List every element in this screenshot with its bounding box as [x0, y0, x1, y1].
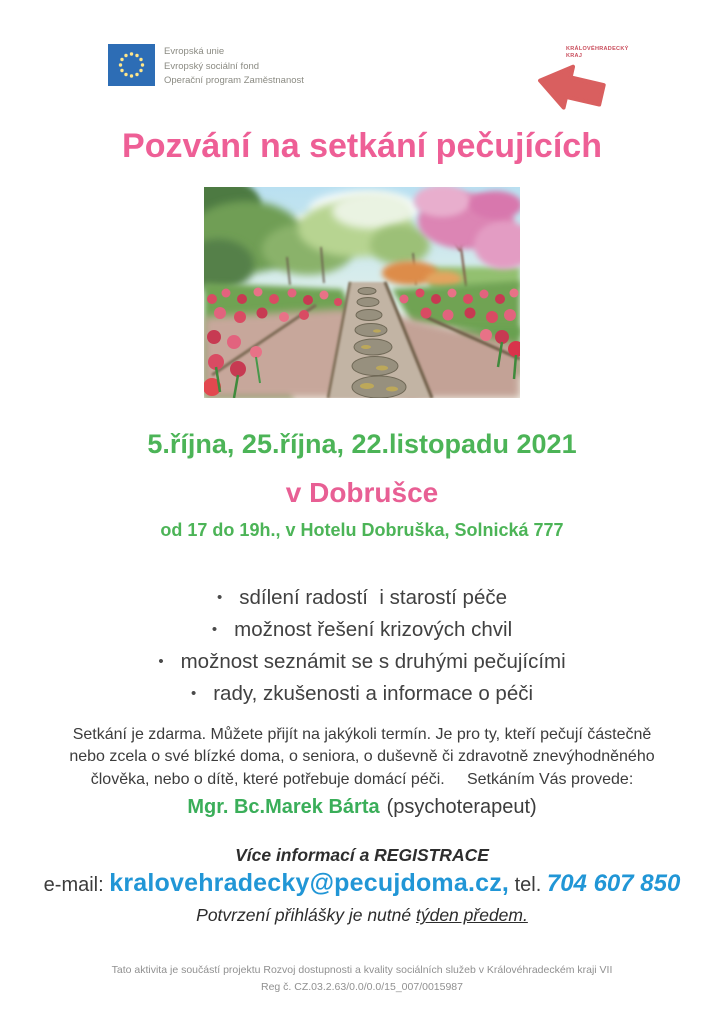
phone-number: 704 607 850: [546, 870, 681, 898]
kraj-logo-block: [536, 44, 628, 115]
tel-label: tel.: [509, 874, 547, 897]
eu-line-1: Evropská unie: [164, 46, 225, 57]
facilitator-name: Mgr. Bc.Marek Bárta: [187, 796, 380, 819]
confirmation-deadline: týden předem.: [415, 905, 528, 926]
topics-list: [0, 583, 724, 711]
bullet-icon: •: [190, 684, 197, 702]
bullet-icon: •: [216, 588, 223, 606]
garden-photo: [204, 187, 520, 398]
event-venue-address: v Hotelu Dobruška, Solnická 777: [285, 519, 564, 540]
kraj-label-line1: KRÁLOVÉHRADECKÝ: [566, 46, 629, 52]
bullet-icon: •: [211, 620, 218, 638]
event-place: v Dobrušce: [285, 476, 439, 508]
header: [0, 0, 724, 115]
email-address: kralovehradecky@pecujdoma.cz: [109, 869, 502, 898]
footer-line-2: Reg č. CZ.03.2.63/0.0/0.0/15_007/0015987: [261, 980, 463, 993]
event-time: od 17 do 19h.,: [160, 519, 286, 540]
event-dates: 5.října, 25.října, 22.listopadu 2021: [147, 428, 577, 459]
project-footer: [0, 962, 724, 995]
list-item-text: možnost seznámit se s druhými pečujícími: [180, 649, 566, 673]
confirmation-note: [0, 905, 724, 926]
description-line: Setkání je zdarma. Můžete přijít na jakýkoli termín. Je pro ty, kteří pečují částečně: [72, 725, 652, 743]
eu-logo-block: [108, 44, 304, 89]
list-item-text: sdílení radostí i starostí péče: [239, 585, 508, 609]
description-line: nebo zcela o své blízké doma, o seniora, o duševně či zdravotně znevýhodněného: [69, 748, 655, 766]
list-item: [0, 679, 724, 711]
description-paragraph: [0, 724, 724, 792]
facilitator-role: (psychoterapeut): [386, 796, 537, 819]
footer-line-1: Tato aktivita je součástí projektu Rozvoj dostupnosti a kvality sociálních služeb v Královéhradeckém kraji VII: [111, 964, 613, 977]
email-label: e-mail:: [43, 874, 110, 897]
email-comma: ,: [501, 869, 510, 898]
list-item: [0, 615, 724, 647]
registration-heading: Více informací a REGISTRACE: [235, 845, 489, 866]
bullet-icon: •: [158, 652, 164, 670]
list-item: [0, 583, 724, 615]
list-item-text: možnost řešení krizových chvil: [234, 617, 513, 641]
event-venue: [0, 520, 724, 541]
confirmation-prefix: Potvrzení přihlášky je nutné: [196, 905, 416, 926]
description-line: člověka, nebo o dítě, které potřebuje domácí péči. Setkáním Vás provede:: [90, 770, 634, 788]
page-title: Pozvání na setkání pečujících: [122, 126, 602, 165]
kraj-arrow-icon: [536, 61, 608, 115]
contact-line: [0, 869, 724, 898]
kraj-logo-label: [566, 46, 628, 61]
list-item-text: rady, zkušenosti a informace o péči: [213, 681, 534, 705]
eu-line-3: Operační program Zaměstnanost: [164, 75, 304, 87]
eu-flag-icon: [108, 44, 155, 86]
facilitator-line: [0, 796, 724, 819]
eu-logo-text: [164, 44, 304, 89]
eu-line-2: Evropský sociální fond: [164, 60, 260, 72]
kraj-label-line2: KRAJ: [566, 53, 583, 60]
list-item: [0, 647, 724, 679]
